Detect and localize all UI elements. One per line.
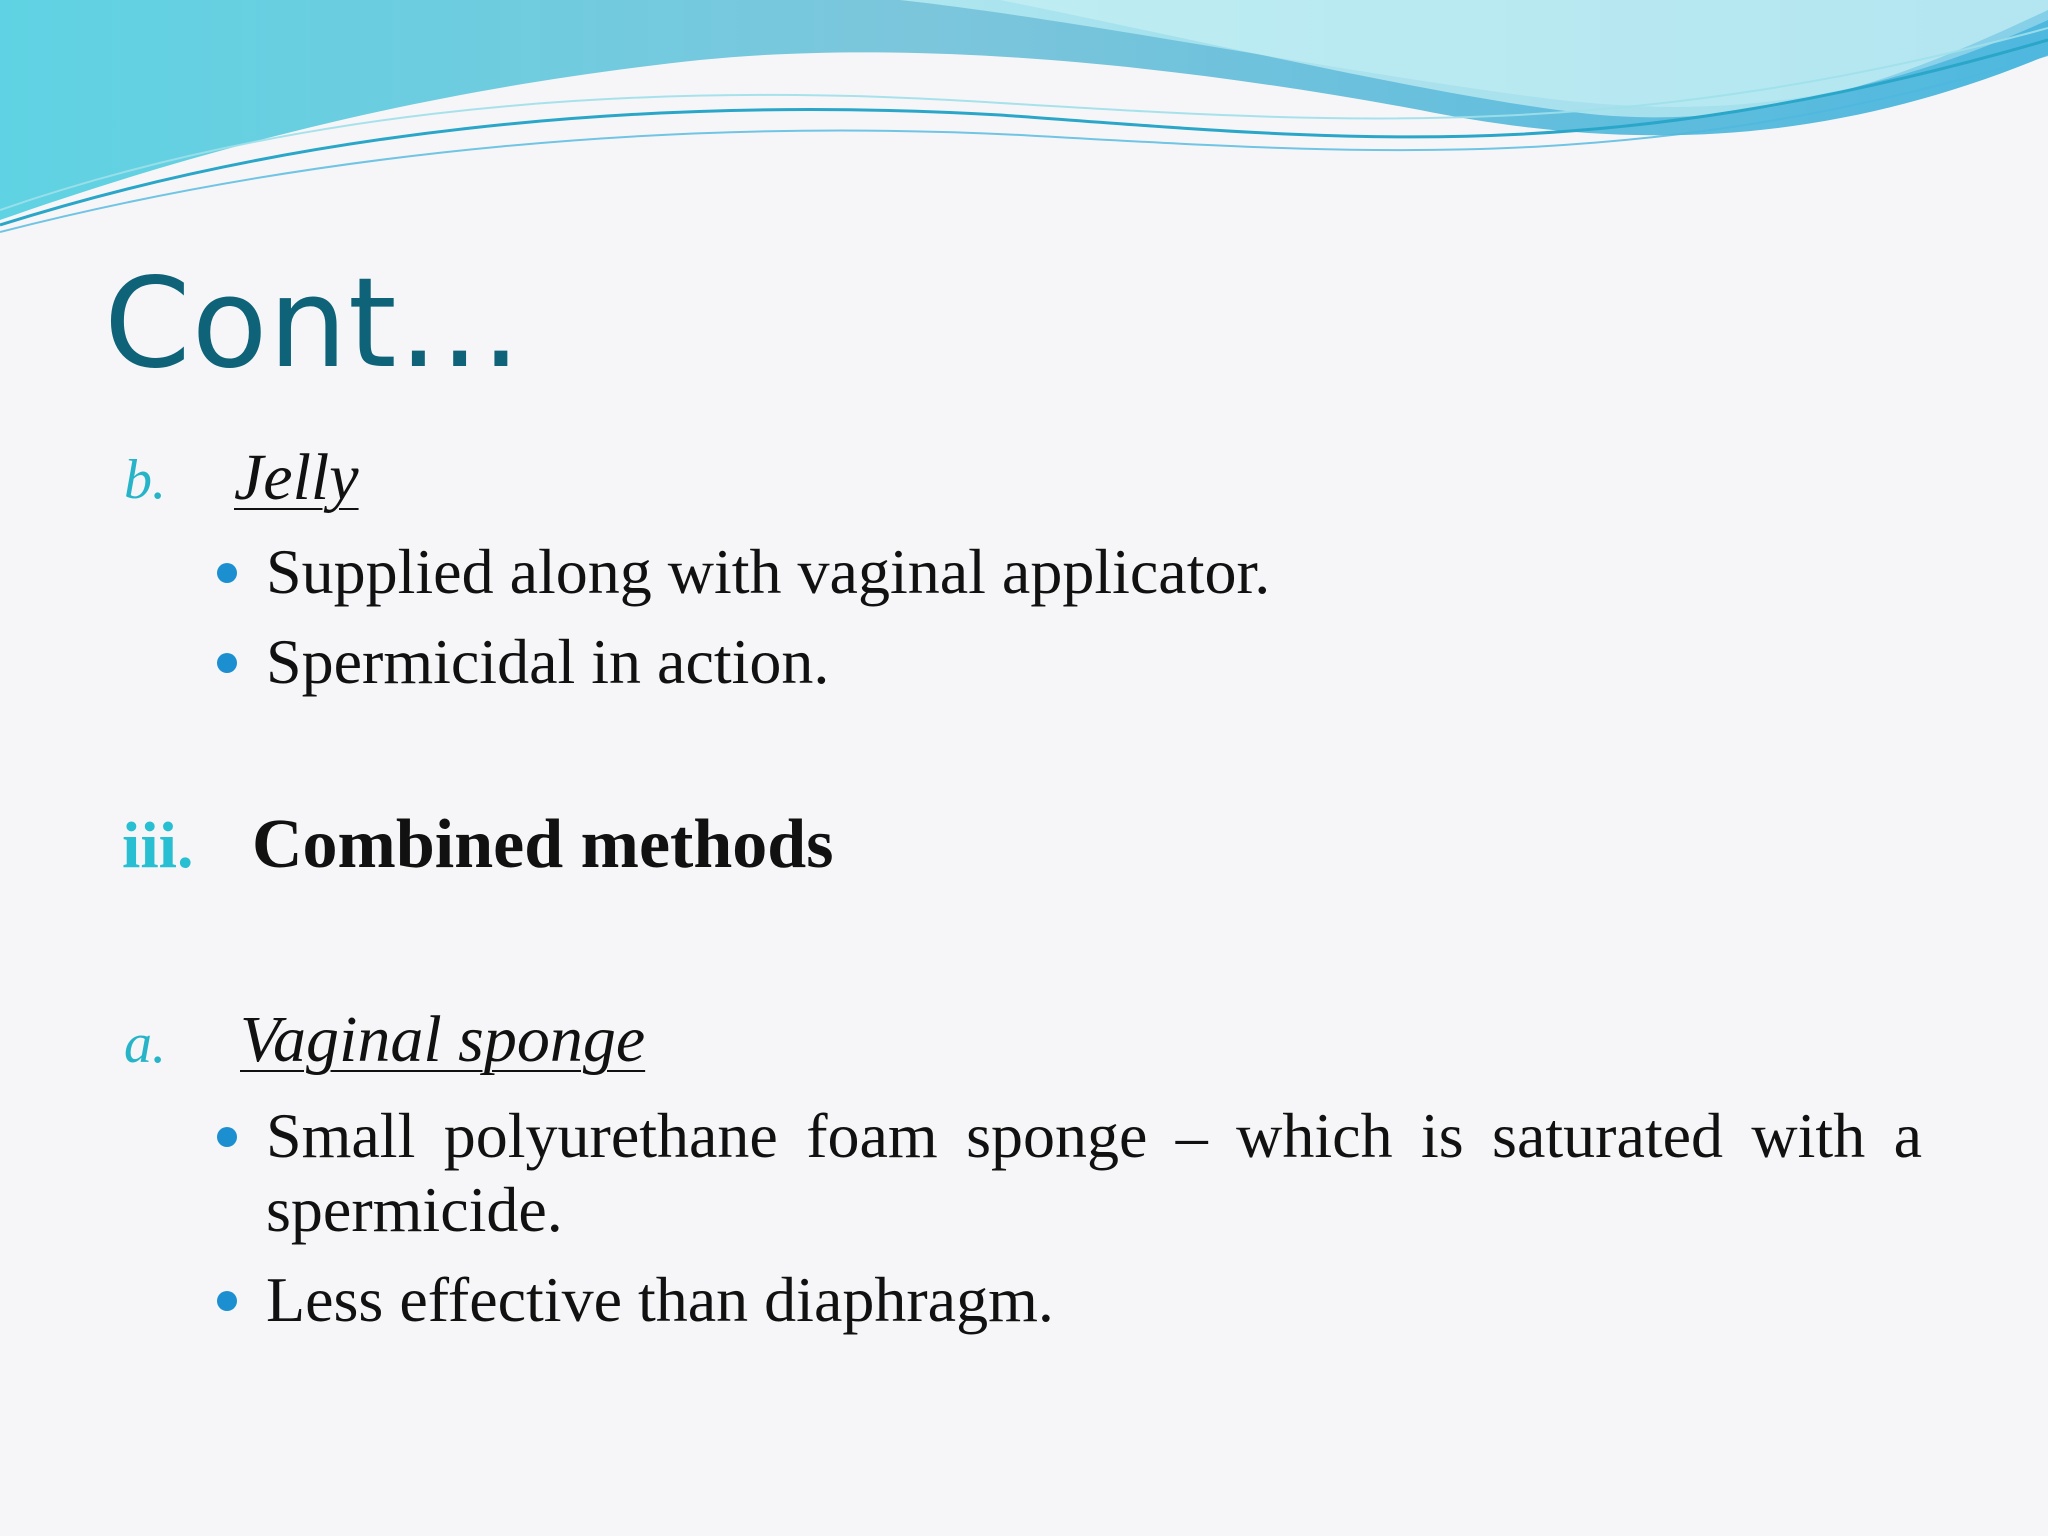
- bullet-polyurethane-sponge: Small polyurethane foam sponge – which is saturated with a spermicide.: [266, 1100, 1922, 1245]
- section-marker-jelly: b.: [124, 449, 166, 511]
- bullet-less-effective: Less effective than diaphragm.: [266, 1264, 1054, 1335]
- bullet-spermicidal: Spermicidal in action.: [266, 626, 830, 697]
- section-heading-combined-methods: Combined methods: [252, 806, 834, 883]
- bullet-dot-icon: [217, 563, 237, 583]
- bullet-dot-icon: [217, 1291, 237, 1311]
- wave-header-decoration: [0, 0, 2048, 240]
- bullet-dot-icon: [217, 653, 237, 673]
- section-marker-combined: iii.: [122, 809, 194, 882]
- section-marker-sponge: a.: [124, 1013, 166, 1075]
- slide-title: Cont…: [104, 252, 523, 396]
- bullet-dot-icon: [217, 1127, 237, 1147]
- bullet-supplied-applicator: Supplied along with vaginal applicator.: [266, 536, 1271, 607]
- section-heading-jelly: Jelly: [234, 441, 359, 514]
- section-heading-vaginal-sponge: Vaginal sponge: [240, 1003, 646, 1076]
